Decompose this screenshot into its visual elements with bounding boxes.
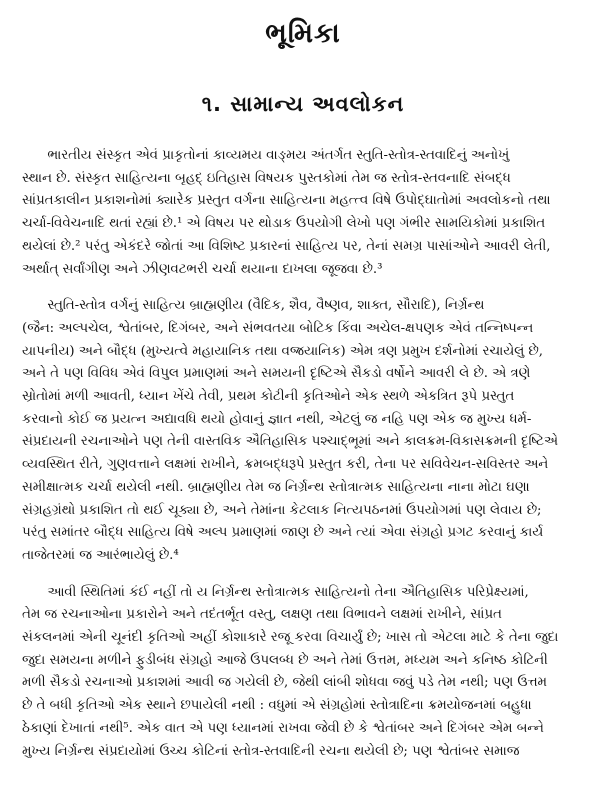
text-line: અને તે પણ વિવિધ એવં વિપુલ પ્રમાણમાં અને સમયની દૃષ્ટિએ સૈકડો વર્ષોને આવરી લે છે. એ ત્રણે bbox=[22, 366, 531, 382]
text-line: મળી સૈકડો રચનાઓ પ્રકાશમાં આવી જ ગયેલી છે, જેથી લાંબી શોધવા જવું પડે તેમ નથી; પણ ઉત્તમ bbox=[22, 675, 547, 691]
text-line: ભારતીય સંસ્કૃત એવં પ્રાકૃતોનાં કાવ્યમય વાઙ્મય અંતર્ગત સ્તુતિ-સ્તોત્ર-સ્તવાદિનું અનોખું bbox=[22, 148, 510, 163]
page-title: ભૂમિકા bbox=[265, 18, 341, 49]
text-line: સાંપ્રતકાલીન પ્રકાશનોમાં ક્યારેક પ્રસ્તુત વર્ગના સાહિત્યના મહત્ત્વ વિષે ઉપોદ્ઘાતોમાં અવલોકનો તથા bbox=[22, 193, 551, 209]
text-line: સમીક્ષાત્મક ચર્ચા થયેલી નથી. બ્રાહ્મણીય તેમ જ નિર્ગ્રન્થ સ્તોત્રાત્મક સાહિત્યના નાના મોટા ઘણા bbox=[22, 479, 530, 495]
text-line: ચર્ચા-વિવેચનાદિ થતાં રહ્યાં છે.¹ એ વિષય પર થોડાક ઉપયોગી લેખો પણ ગંભીર સામયિકોમાં પ્રકાશિત bbox=[22, 216, 546, 232]
text-line: સંપ્રદાયની રચનાઓને પણ તેની વાસ્તવિક ઐતિહાસિક પશ્ચાદ્ભૂમાં અને કાલક્રમ-વિકાસક્રમની દૃષ્ટિએ bbox=[22, 434, 558, 450]
text-line: પરંતુ સમાંતર બૌદ્ધ સાહિત્ય વિષે અલ્પ પ્રમાણમાં જાણ છે અને ત્યાં એવા સંગ્રહો પ્રગટ કરવાનું કાર્ય bbox=[22, 525, 544, 541]
text-line: આવી સ્થિતિમાં કંઈ નહીં તો ય નિર્ગ્રન્થ સ્તોત્રાત્મક સાહિત્યનો તેના ઐતિહાસિક પરિપ્રેક્ષ્યમાં, bbox=[22, 584, 529, 600]
text-line: વ્યવસ્થિત રીતે, ગુણવત્તાને લક્ષમાં રાખીને, ક્રમબદ્ધરૂપે પ્રસ્તુત કરી, તેના પર સવિવેચન-સવિસ્તર અને bbox=[22, 457, 549, 473]
paragraph-1 bbox=[22, 145, 584, 281]
text-line: છે તે બધી કૃતિઓ એક સ્થાને છપાયેલી નથી : વધુમાં એ સંગ્રહોમાં સ્તોત્રાદિના ક્રમયોજનમાં બહુધા bbox=[22, 698, 532, 714]
text-line: સ્થાન છે. સંસ્કૃત સાહિત્યના બૃહદ્ ઇતિહાસ વિષયક પુસ્તકોમાં તેમ જ સ્તોત્ર-સ્તવનાદિ સંબદ્ધ bbox=[22, 170, 511, 186]
text-line: સ્તુતિ-સ્તોત્ર વર્ગનું સાહિત્ય બ્રાહ્મણીય (વૈદિક, શૈવ, વૈષ્ણવ, શાક્ત, સૌરાદિ), નિર્ગ્રન્થ bbox=[22, 298, 485, 314]
text-line: ઠેકાણાં દેખાતાં નથી⁵. એક વાત એ પણ ધ્યાનમાં રાખવા જેવી છે કે શ્વેતાંબર અને દિગંબર એમ બન્ને bbox=[22, 720, 544, 736]
text-line: અર્થાત્ સર્વાંગીણ અને ઝીણવટભરી ચર્ચા થયાના દાખલા જૂજવા છે.³ bbox=[22, 261, 383, 277]
text-line: થયેલાં છે.² પરંતુ એકંદરે જોતાં આ વિશિષ્ટ પ્રકારનાં સાહિત્ય પર, તેનાં સમગ્ર પાસાંઓને આવરી લેતી, bbox=[22, 238, 551, 254]
paragraph-3 bbox=[22, 582, 584, 764]
text-line: જુદા સમયના મળીને ફુડીબંધ સંગ્રહો આજે ઉપલબ્ધ છે અને તેમાં ઉત્તમ, મધ્યમ અને કનિષ્ઠ કોટિની bbox=[22, 652, 548, 668]
text-line: સંગ્રહગ્રંથો પ્રકાશિત તો થઈ ચૂક્યા છે, અને તેમાંના કેટલાક નિત્યપઠનમાં ઉપયોગમાં પણ લેવાય છે; bbox=[22, 502, 542, 518]
text-line: (જૈન: અલ્પચેલ, શ્વેતાંબર, દિગંબર, અને સંભવતયા બોટિક કિંવા અચેલ-ક્ષપણક એવં તન્નિષ્પન્ન bbox=[22, 320, 534, 336]
text-line: યાપનીય) અને બૌદ્ધ (મુખ્યત્વે મહાયાનિક તથા વજ્રયાનિક) એમ ત્રણ પ્રમુખ દર્શનોમાં રચાયેલું છે, bbox=[22, 343, 543, 359]
text-line: તેમ જ રચનાઓના પ્રકારોને અને તદંતર્ભૂત વસ્તુ, લક્ષણ તથા વિભાવને લક્ષમાં રાખીને, સાંપ્રત bbox=[22, 607, 502, 623]
text-line: સંકલનમાં એની ચૂનંદી કૃતિઓ અહીં કોશાકારે રજૂ કરવા વિચાર્યું છે; ખાસ તો એટલા માટે કે તેના જુદા bbox=[22, 630, 559, 646]
paragraph-2 bbox=[22, 295, 584, 567]
text-line: સ્રોતોમાં મળી આવતી, ધ્યાન ખેંચે તેવી, પ્રથમ કોટીની કૃતિઓને એક સ્થળે એકત્રિત રૂપે પ્રસ્તુત bbox=[22, 389, 515, 405]
text-line: કરવાનો કોઈ જ પ્રયત્ન અદ્યાવધિ થયો હોવાનું જ્ઞાત નથી, એટલું જ નહિ પણ એક જ મુખ્ય ધર્મ- bbox=[22, 411, 532, 427]
section-heading: ૧. સામાન્ય અવલોકન bbox=[201, 92, 405, 116]
text-line: તાજેતરમાં જ આરંભાયેલું છે.⁴ bbox=[22, 547, 179, 563]
text-line: મુખ્ય નિર્ગ્રન્થ સંપ્રદાયોમાં ઉચ્ચ કોટિનાં સ્તોત્ર-સ્તવાદિની રચના થયેલી છે; પણ શ્વેતાંબર સમાજ bbox=[22, 743, 520, 759]
